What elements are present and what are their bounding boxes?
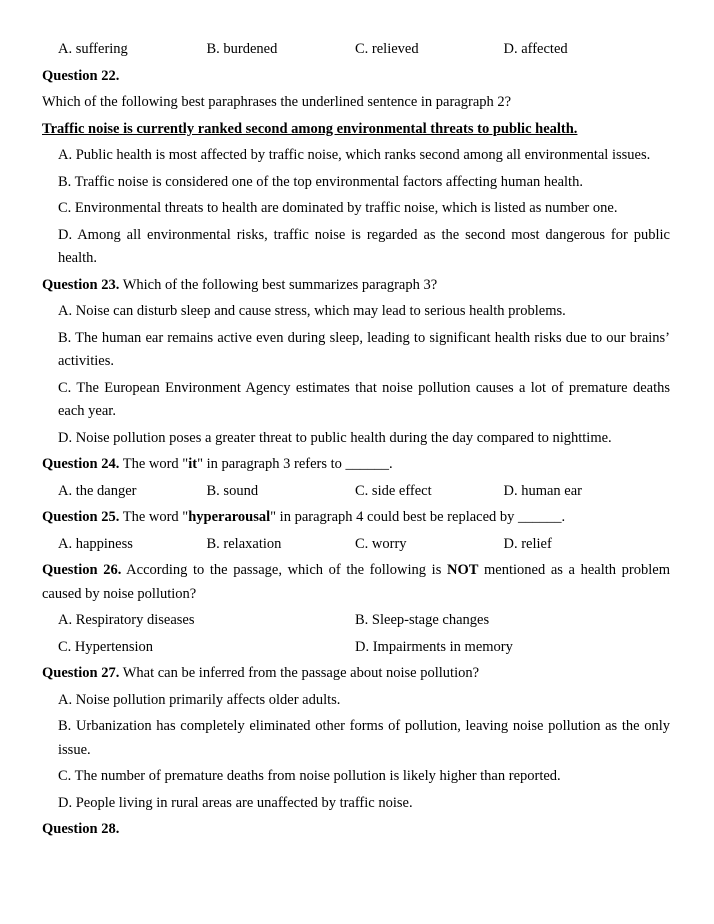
q27-option-d[interactable]: D. People living in rural areas are unaffected by traffic noise.	[58, 794, 413, 811]
q24-option-c[interactable]: C. side effect	[355, 482, 432, 499]
worksheet-page	[0, 38, 714, 842]
q26-label: Question 26.	[42, 562, 122, 578]
q24-option-a[interactable]: A. the danger	[58, 482, 137, 499]
q24-stem: Question 24. The word "it" in paragraph 3 refers to ______.	[42, 456, 393, 472]
q26-options-row-2	[58, 636, 714, 660]
q25-label: Question 25.	[42, 509, 120, 525]
q24-label: Question 24.	[42, 456, 120, 472]
q21-options	[58, 38, 714, 62]
q22-option-b[interactable]: B. Traffic noise is considered one of the top environmental factors affecting human health.	[58, 173, 583, 190]
q22-option-d[interactable]: D. Among all environmental risks, traffic noise is regarded as the second most dangerous for public health.	[58, 226, 670, 266]
q26-option-b[interactable]: B. Sleep-stage changes	[355, 612, 490, 628]
q26-option-d[interactable]: D. Impairments in memory	[355, 638, 513, 655]
q21-option-a[interactable]: A. suffering	[58, 41, 128, 57]
q25-options	[58, 533, 714, 557]
q23-option-c[interactable]: C. The European Environment Agency estimates that noise pollution causes a lot of premature deaths each year.	[58, 379, 670, 419]
q23-label: Question 23.	[42, 276, 120, 293]
q25-stem: Question 25. The word "hyperarousal" in paragraph 4 could best be replaced by ______.	[42, 509, 566, 525]
q24-options	[58, 480, 714, 504]
q26-option-c[interactable]: C. Hypertension	[58, 638, 154, 655]
q25-option-a[interactable]: A. happiness	[58, 535, 133, 552]
q27-option-a[interactable]: A. Noise pollution primarily affects older adults.	[58, 691, 341, 708]
q25-option-c[interactable]: C. worry	[355, 535, 407, 552]
q27-option-b[interactable]: B. Urbanization has completely eliminated other forms of pollution, leaving noise pollution as the only issue.	[58, 718, 670, 758]
q28-label: Question 28.	[42, 821, 120, 837]
q22-option-a[interactable]: A. Public health is most affected by traffic noise, which ranks second among all environmental issues.	[58, 147, 651, 163]
q24-option-b[interactable]: B. sound	[206, 482, 259, 499]
q21-option-d[interactable]: D. affected	[503, 41, 568, 57]
q25-option-d[interactable]: D. relief	[503, 535, 552, 552]
q27-option-c[interactable]: C. The number of premature deaths from noise pollution is likely higher than reported.	[58, 768, 561, 784]
q23-option-b[interactable]: B. The human ear remains active even during sleep, leading to significant health risks due to our brains’ activities.	[58, 329, 670, 369]
q24-option-d[interactable]: D. human ear	[503, 482, 583, 499]
q27-stem: Question 27. What can be inferred from the passage about noise pollution?	[42, 665, 480, 681]
q26-options-row-1	[58, 609, 714, 633]
q23-option-a[interactable]: A. Noise can disturb sleep and cause stress, which may lead to serious health problems.	[58, 303, 566, 319]
q21-option-c[interactable]: C. relieved	[355, 41, 419, 57]
q22-underlined-sentence: Traffic noise is currently ranked second among environmental threats to public health.	[42, 120, 578, 137]
q22-label: Question 22.	[42, 67, 120, 84]
q21-option-b[interactable]: B. burdened	[206, 41, 278, 57]
q27-label: Question 27.	[42, 665, 120, 681]
q26-option-a[interactable]: A. Respiratory diseases	[58, 612, 195, 628]
q22-stem: Which of the following best paraphrases the underlined sentence in paragraph 2?	[42, 94, 512, 110]
q23-option-d[interactable]: D. Noise pollution poses a greater threat to public health during the day compared to nighttime.	[58, 429, 612, 446]
q25-option-b[interactable]: B. relaxation	[206, 535, 282, 552]
q22-option-c[interactable]: C. Environmental threats to health are dominated by traffic noise, which is listed as number one.	[58, 200, 618, 216]
q23-stem: Question 23. Which of the following best summarizes paragraph 3?	[42, 276, 438, 293]
q26-stem: Question 26. According to the passage, which of the following is NOT mentioned as a health problem caused by noise pollution?	[42, 562, 670, 602]
